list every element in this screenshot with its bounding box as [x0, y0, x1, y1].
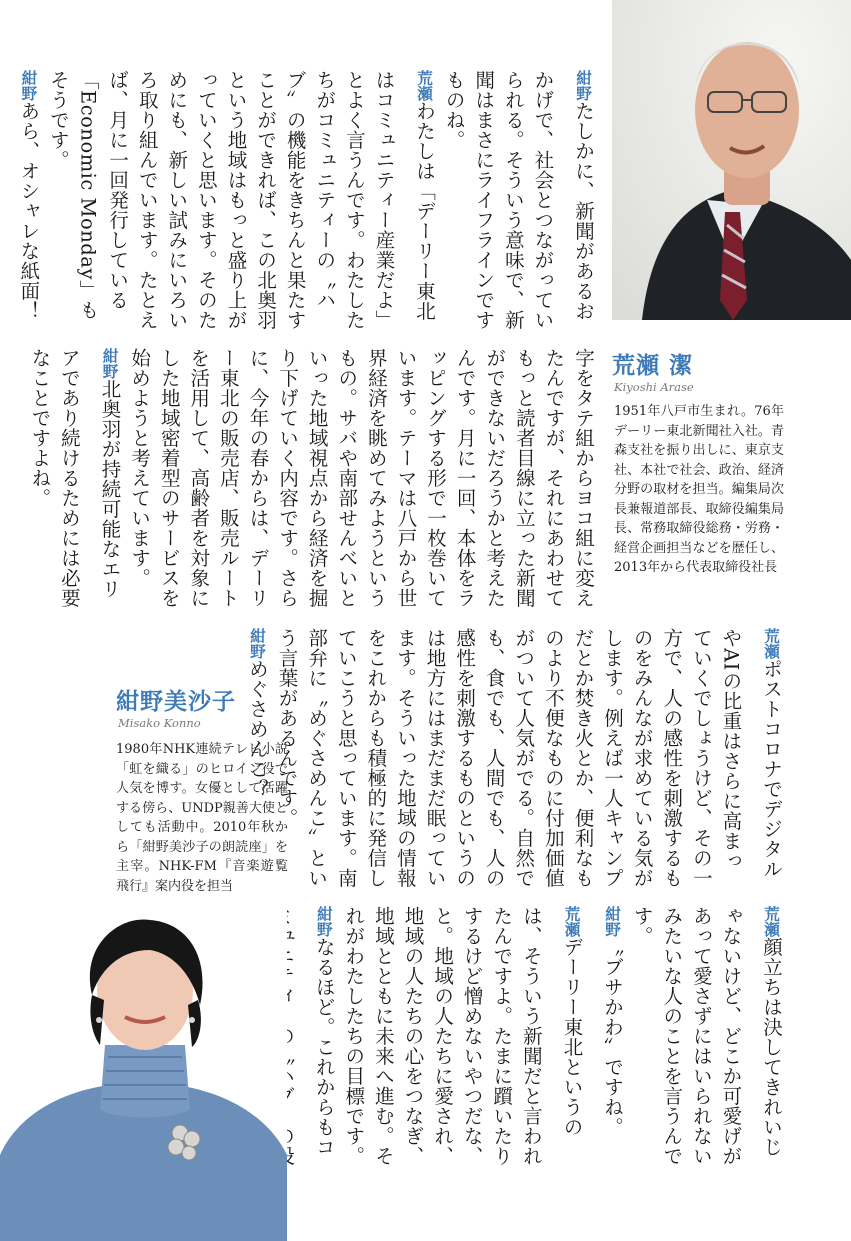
speaker-label: 紺野: [19, 70, 38, 101]
konno-portrait-image: [0, 905, 287, 1241]
speaker-label: 紺野: [100, 348, 119, 379]
konno-bio: 1980年NHK連続テレビ小説「虹を織る」のヒロイン役で人気を博す。女優として活躍する傍ら、UNDP親善大使としても活動中。2010年秋から「紺野美沙子の朗読座」を主宰。NHK-FM『音楽遊覧飛行』案内役を担当: [116, 742, 288, 894]
dialogue-paragraph: [439, 70, 598, 332]
speaker-label: 荒瀬: [762, 906, 780, 937]
dialogue-text: 字をタテ組からヨコ組に変えたんですが、それにあわせてもっと読者目線に立った新聞ができないだろうかと考えたんです。月に一回、本体をラッピングする形で一枚巻いています。テーマは八戸から世界経済を眺めてみようというもの。サバや南部せんべいといった地域視点から経済を掘り下げていく内容です。さらに、今年の春からは、デーリー東北の販売店、販売ルートを活用して、高齢者を対象にした地域密着型のサービスを始めようと考えています。: [128, 348, 595, 608]
speaker-label: 荒瀬: [415, 70, 434, 101]
dialogue-text: なるほど。これからもコ: [312, 937, 336, 1157]
speaker-label: [0, 70, 2, 101]
konno-roman-name: Misako Konno: [118, 716, 201, 730]
dialogue-paragraph: [0, 70, 3, 332]
dialogue-text: デーリー東北というのは、そういう新聞だと言われたんですよ。たまに躓いたりするけど憎めないやつだな、と。地域の人たちに愛され、地域の人たちの心をつなぎ、地域とともに未来へ進む。それがわたしたちの目標です。: [342, 906, 584, 1166]
dialogue-paragraph: [3, 70, 44, 332]
arase-portrait-image: [612, 0, 851, 320]
dialogue-text: わたしは「デーリー東北はコミュニティー産業だよ」とよく言うんです。わたしたちがコミュニティーの〝ハブ〟の機能をきちんと果たすことができれば、この北奥羽という地域はもっと盛り上がっていくと思います。そのためにも、新しい試みにいろいろ取り組んでいます。たとえば、月に一回発行している「Economic Monday」もそうです。: [46, 70, 437, 330]
dialogue-paragraph: [125, 348, 599, 610]
dialogue-text: 顔立ちは決してきれいじゃないけど、どこか可愛げがあって愛さずにはいられないみたいな人のことを言うんです。: [630, 906, 783, 1166]
arase-bio: 1951年八戸市生まれ。76年デーリー東北新聞社入社。青森支社を振り出しに、東京支社、本社で社会、政治、経済分野の取材を担当。編集局次長兼報道部長、取締役編集局長、常務取締役総務・労務・経営企画担当などを歴任し、2013年から代表取締役社長: [614, 404, 784, 575]
dialogue-text: 〝ブサかわ〟ですね。: [601, 937, 625, 1137]
speaker-label: 紺野: [603, 906, 622, 937]
dialogue-block-middle: [28, 348, 598, 610]
speaker-label: 紺野: [247, 628, 266, 659]
dialogue-paragraph: [231, 628, 272, 890]
dialogue-paragraph: [586, 906, 627, 1168]
dialogue-text: あら、オシャレな紙面！: [17, 101, 41, 321]
dialogue-text: 北奥羽が持続可能なエリアであり続けるためには必要なことですよね。: [28, 348, 122, 608]
dialogue-paragraph: [43, 70, 439, 332]
speaker-label: 荒瀬: [562, 906, 581, 937]
dialogue-text: たしかに、新聞があるおかげで、社会とつながっていられる。そういう意味で、新聞はまさにライフラインですものね。: [442, 70, 595, 330]
dialogue-text: めぐさめんこ？: [245, 659, 269, 799]
dialogue-paragraph: [339, 906, 587, 1168]
dialogue-block-bottom: [306, 906, 786, 1168]
dialogue-paragraph: [272, 628, 786, 890]
konno-photo: [0, 905, 287, 1241]
konno-name: 紺野美沙子: [116, 689, 236, 715]
dialogue-text: ポストコロナでデジタルやAIの比重はさらに高まっていくでしょうけど、その一方で、人の感性を刺激するものをみんなが求めている気がします。例えば一人キャンプだとか焚き火とか、便利なものより不便なものに付加価値がついて人気がでる。自然でも、食でも、人間でも、人の感性を刺激するものというのは地方にはまだまだ眠っています。そういった地域の情報をこれからも積極的に発信していこうと思っています。南部弁に〝めぐさめんこ〟という言葉があるんです。: [275, 628, 783, 888]
dialogue-paragraph: [25, 348, 125, 610]
arase-photo: [612, 0, 851, 320]
dialogue-block-top-left: [17, 70, 598, 332]
dialogue-block-lower: [245, 628, 786, 890]
speaker-label: 紺野: [314, 906, 333, 937]
dialogue-paragraph: [627, 906, 786, 1168]
arase-name: 荒瀬 潔: [612, 353, 694, 379]
speaker-label: 荒瀬: [762, 628, 780, 659]
speaker-label: 紺野: [574, 70, 592, 101]
arase-roman-name: Kiyoshi Arase: [614, 380, 694, 394]
